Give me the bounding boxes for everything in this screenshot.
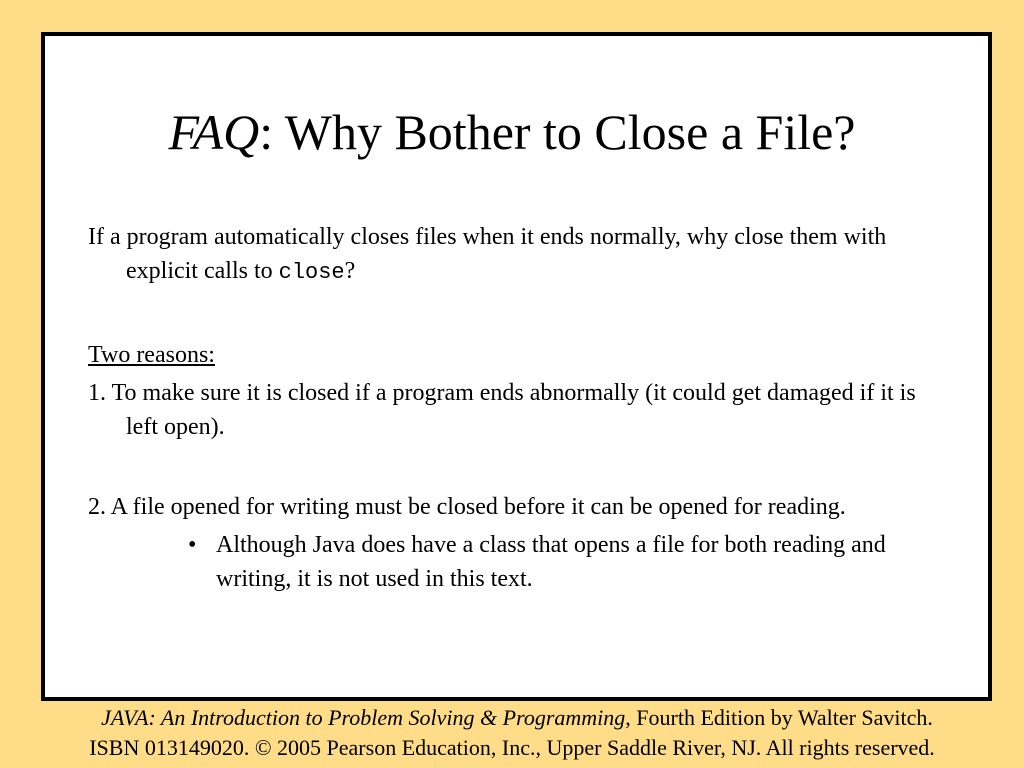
- sub-bullet-text: Although Java does have a class that opens a file for both reading and writing, it is not used in this text.: [216, 532, 886, 592]
- reason-two: 2. A file opened for writing must be closed before it can be opened for reading.: [88, 494, 846, 520]
- slide-body: [88, 220, 918, 596]
- bullet-icon: •: [188, 532, 197, 558]
- footer-edition: , Fourth Edition by Walter Savitch.: [625, 705, 933, 730]
- close-code: close: [278, 260, 345, 285]
- slide-title: [0, 102, 1024, 162]
- reasons-heading: Two reasons:: [88, 342, 215, 368]
- footer: [0, 703, 1024, 763]
- sub-bullet-item: [88, 528, 918, 596]
- question-end: ?: [344, 258, 356, 284]
- footer-copyright: ISBN 013149020. © 2005 Pearson Education, Inc., Upper Saddle River, NJ. All rights reserved.: [89, 735, 935, 760]
- reason-one: 1. To make sure it is closed if a program ends abnormally (it could get damaged if it is left open).: [88, 380, 916, 440]
- question-paragraph: [88, 220, 918, 290]
- question-text: If a program automatically closes files when it ends normally, why close them with explicit calls to: [88, 224, 887, 284]
- footer-book-title: JAVA: An Introduction to Problem Solving & Programming: [101, 705, 626, 730]
- title-faq: FAQ: [168, 104, 260, 160]
- footer-line-1: [0, 703, 1024, 733]
- title-text: : Why Bother to Close a File?: [259, 104, 856, 160]
